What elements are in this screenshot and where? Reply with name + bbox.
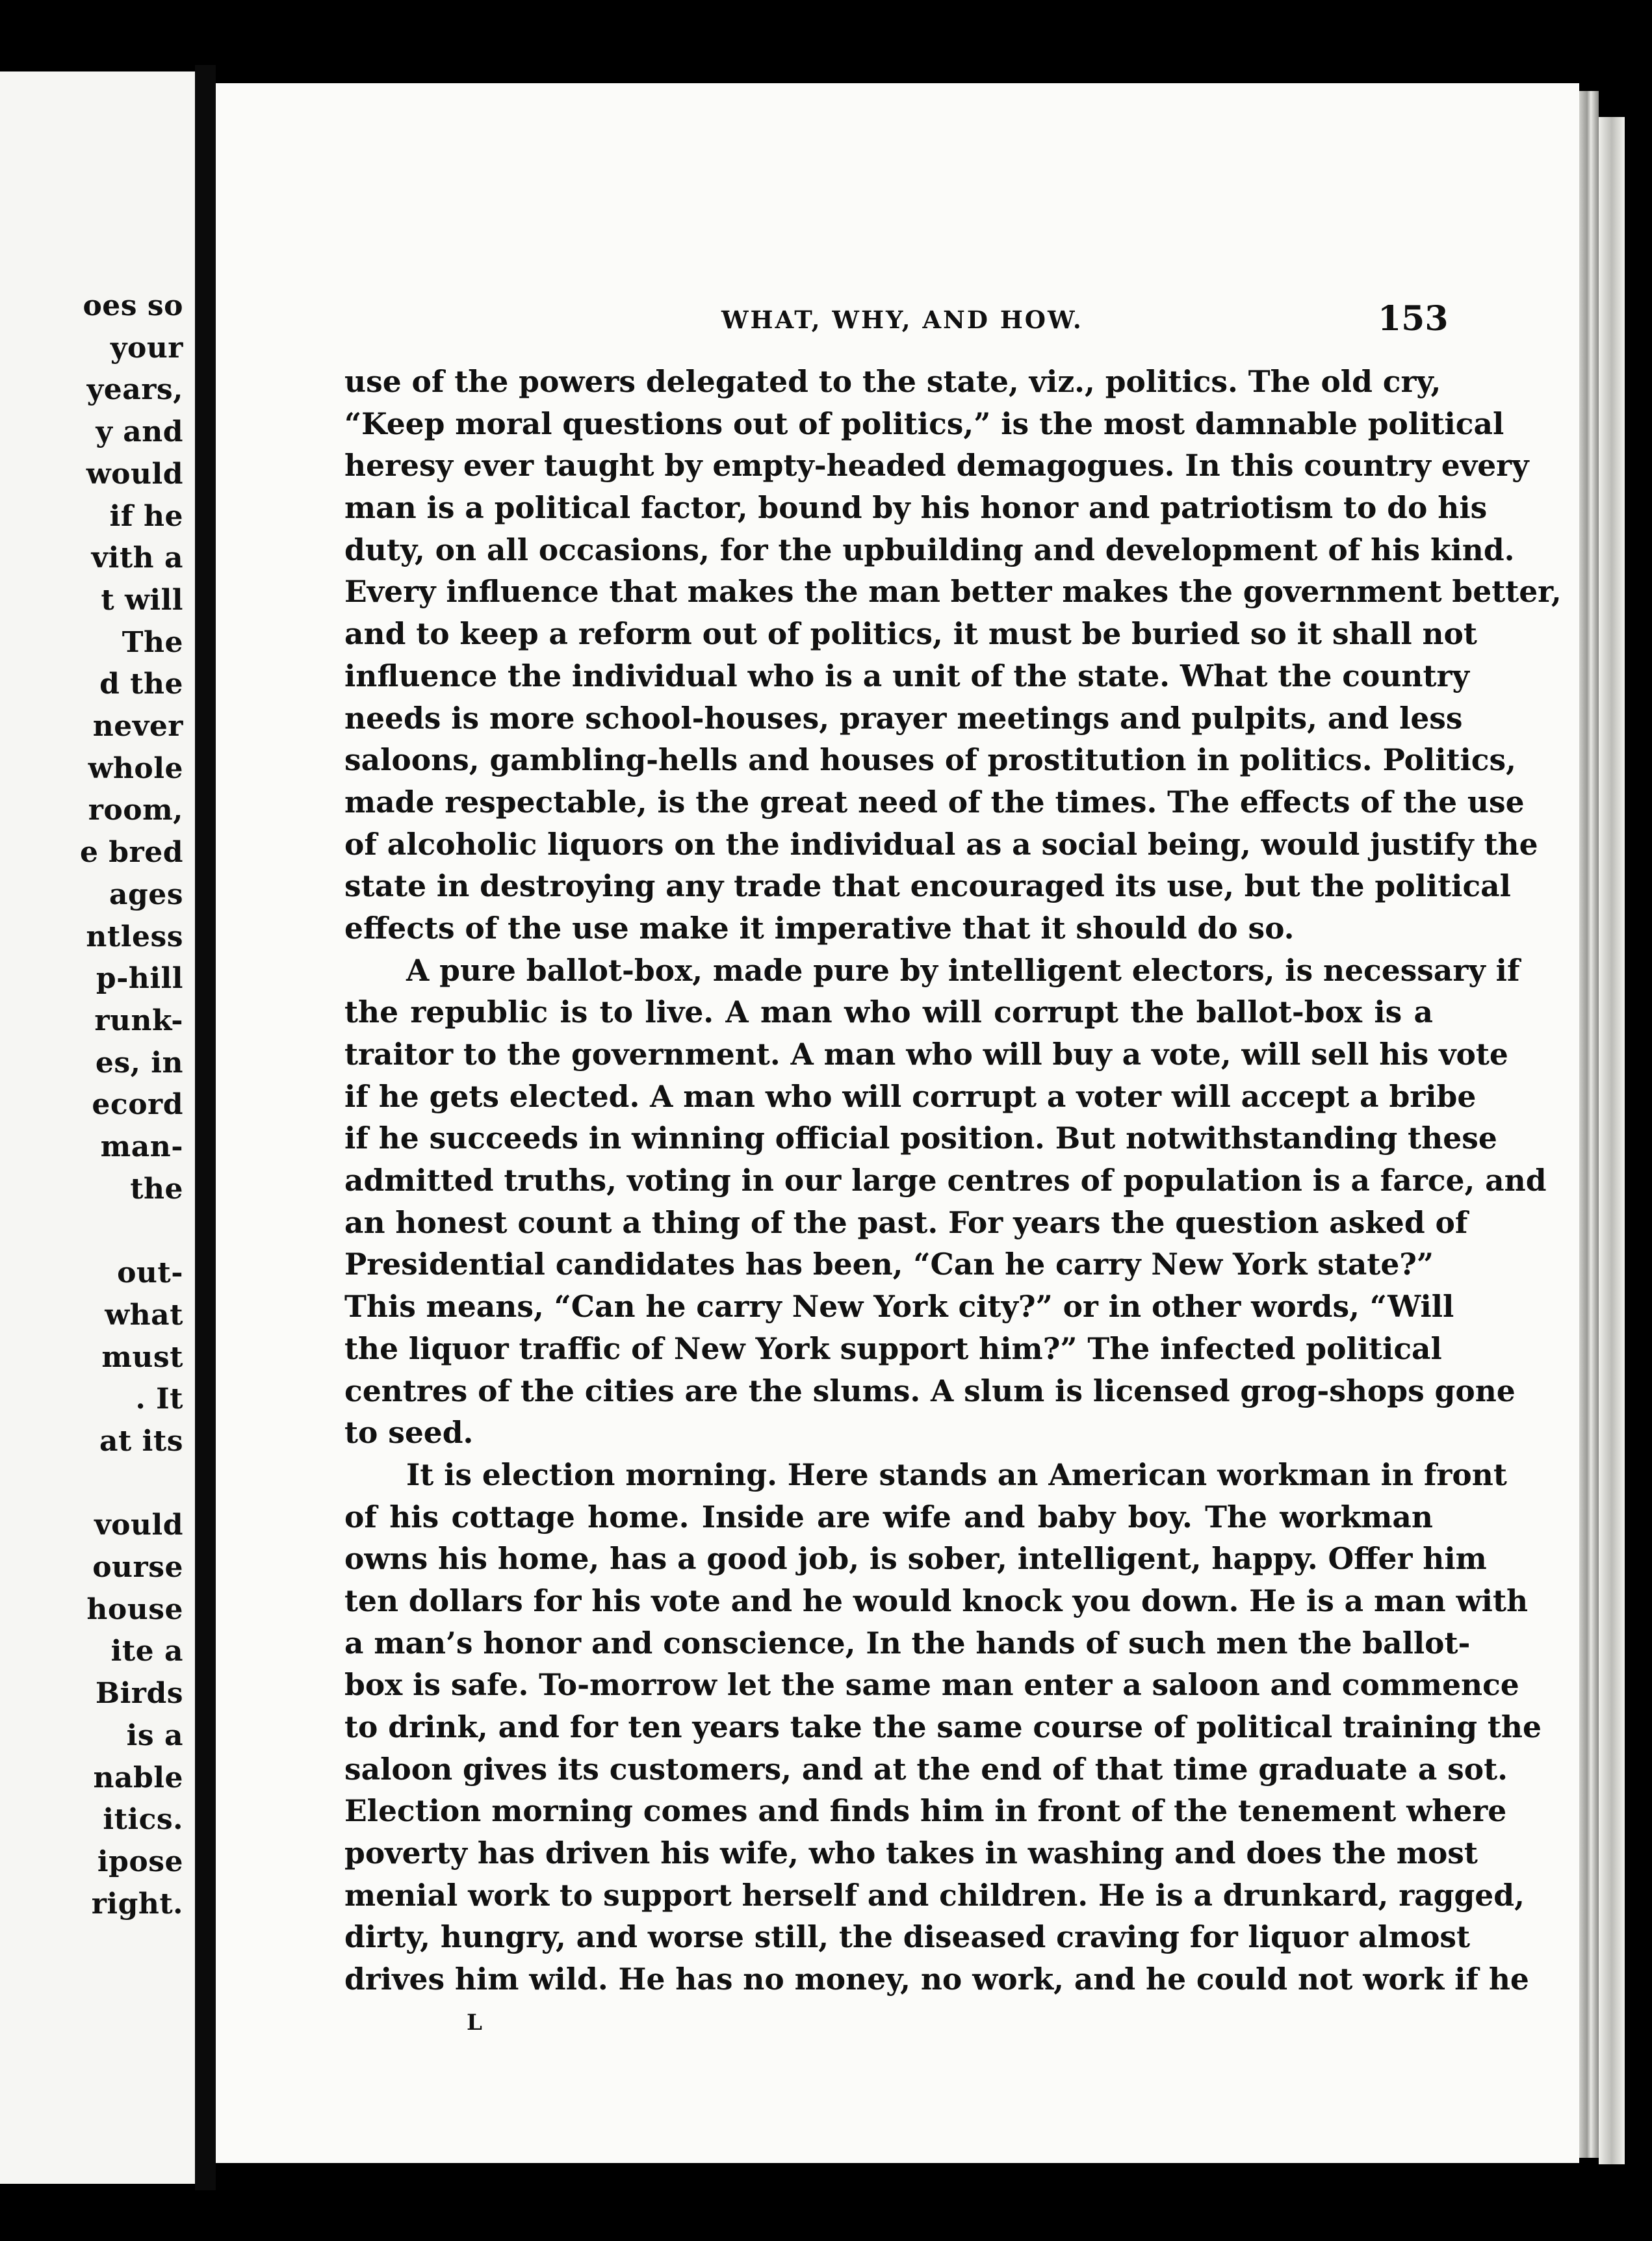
text-line: centres of the cities are the slums. A slum is licensed grog-shops gone [344, 1373, 1516, 1408]
text-line: the liquor traffic of New York support him?” The infected political [344, 1330, 1442, 1366]
text-line: an honest count a thing of the past. For years the question asked of [344, 1204, 1468, 1240]
text-line: A pure ballot-box, made pure by intelligent electors, is necessary if [406, 952, 1520, 988]
facing-page-line: if he [109, 499, 183, 533]
text-line: drives him wild. He has no money, no work, and he could not work if he [344, 1962, 1529, 1997]
facing-page-line: must [101, 1340, 183, 1374]
text-line: menial work to support herself and children. He is a drunkard, ragged, [344, 1877, 1525, 1913]
facing-page-line: . It [135, 1382, 183, 1416]
facing-page-line: d the [99, 667, 183, 701]
facing-page-line: what [105, 1298, 183, 1332]
book-gutter [195, 65, 216, 2190]
text-line: duty, on all occasions, for the upbuilding and development of his kind. [344, 532, 1515, 567]
text-line: if he succeeds in winning official position. But notwithstanding these [344, 1120, 1497, 1156]
text-line: effects of the use make it imperative that it should do so. [344, 910, 1295, 946]
facing-page-fragment [0, 71, 195, 2184]
text-line: Every influence that makes the man better makes the government better, [344, 574, 1562, 610]
text-line: Presidential candidates has been, “Can he carry New York state?” [344, 1247, 1434, 1282]
text-line: dirty, hungry, and worse still, the diseased craving for liquor almost [344, 1919, 1471, 1955]
text-line: and to keep a reform out of politics, it must be buried so it shall not [344, 616, 1477, 652]
page-edge [1579, 91, 1599, 2158]
text-line: saloons, gambling-hells and houses of prostitution in politics. Politics, [344, 742, 1516, 778]
text-line: to seed. [344, 1415, 474, 1451]
facing-page-line: years, [86, 373, 183, 407]
text-line: use of the powers delegated to the state, viz., politics. The old cry, [344, 364, 1441, 399]
facing-page-line: e bred [79, 836, 183, 870]
facing-page-line: nable [93, 1761, 183, 1794]
facing-page-line: ages [109, 877, 183, 911]
text-line: heresy ever taught by empty-headed demagogues. In this country every [344, 448, 1529, 484]
facing-page-line: the [130, 1172, 183, 1206]
facing-page-line: ecord [92, 1088, 183, 1122]
text-line: of alcoholic liquors on the individual as a social being, would justify the [344, 826, 1538, 862]
text-line: saloon gives its customers, and at the end of that time graduate a sot. [344, 1751, 1508, 1787]
page-number: 153 [1378, 299, 1449, 339]
facing-page-line: man- [100, 1130, 183, 1163]
signature-mark: L [467, 2010, 482, 2036]
facing-page-line: your [110, 331, 183, 365]
facing-page-line: room, [88, 794, 183, 827]
facing-page-line: p-hill [96, 962, 183, 996]
text-line: poverty has driven his wife, who takes in washing and does the most [344, 1835, 1478, 1871]
facing-page-line: at its [99, 1424, 183, 1458]
facing-page-line: ipose [97, 1845, 183, 1878]
text-line: This means, “Can he carry New York city?” or in other words, “Will [344, 1289, 1454, 1325]
facing-page-line: house [86, 1592, 183, 1626]
text-line: a man’s honor and conscience, In the hands of such men the ballot- [344, 1625, 1471, 1661]
facing-page-line: would [86, 457, 183, 491]
facing-page-line: Birds [95, 1677, 183, 1711]
facing-page-line: t will [101, 583, 183, 617]
text-line: man is a political factor, bound by his honor and patriotism to do his [344, 490, 1488, 526]
text-line: the republic is to live. A man who will corrupt the ballot-box is a [344, 994, 1433, 1030]
page-edge-stack [1599, 117, 1625, 2164]
running-head: WHAT, WHY, AND HOW. [721, 305, 1083, 334]
text-line: owns his home, has a good job, is sober, intelligent, happy. Offer him [344, 1541, 1487, 1577]
text-line: if he gets elected. A man who will corrupt a voter will accept a bribe [344, 1078, 1477, 1114]
facing-page-line: itics. [103, 1803, 183, 1837]
facing-page-line: y and [96, 415, 183, 449]
text-line: “Keep moral questions out of politics,” is the most damnable political [344, 406, 1504, 441]
facing-page-line: es, in [95, 1046, 183, 1080]
facing-page-line: vould [94, 1509, 183, 1542]
text-line: state in destroying any trade that encouraged its use, but the political [344, 868, 1511, 904]
facing-page-line: ntless [86, 920, 183, 953]
text-line: needs is more school-houses, prayer meetings and pulpits, and less [344, 700, 1463, 736]
facing-page-line: ourse [92, 1551, 183, 1584]
facing-page-line: never [92, 710, 183, 743]
text-line: It is election morning. Here stands an American workman in front [406, 1457, 1507, 1492]
text-line: box is safe. To-morrow let the same man enter a saloon and commence [344, 1667, 1519, 1703]
facing-page-line: oes so [83, 289, 183, 322]
text-line: made respectable, is the great need of the times. The effects of the use [344, 784, 1525, 820]
facing-page-line: whole [88, 751, 183, 785]
facing-page-line: is a [126, 1718, 183, 1752]
facing-page-line: right. [91, 1887, 183, 1921]
text-line: Election morning comes and finds him in front of the tenement where [344, 1793, 1507, 1829]
text-line: admitted truths, voting in our large centres of population is a farce, and [344, 1163, 1547, 1198]
body-text [344, 361, 1562, 2001]
text-line: ten dollars for his vote and he would knock you down. He is a man with [344, 1583, 1529, 1618]
facing-page-line: The [122, 625, 183, 659]
facing-page-line: out- [117, 1256, 183, 1290]
facing-page-line: runk- [94, 1004, 183, 1037]
text-line: influence the individual who is a unit of the state. What the country [344, 658, 1469, 693]
text-line: to drink, and for ten years take the same course of political training the [344, 1709, 1542, 1744]
facing-page-line: vith a [91, 541, 183, 575]
text-line: traitor to the government. A man who will buy a vote, will sell his vote [344, 1037, 1508, 1072]
facing-page-line: ite a [110, 1635, 183, 1668]
text-line: of his cottage home. Inside are wife and baby boy. The workman [344, 1499, 1433, 1535]
